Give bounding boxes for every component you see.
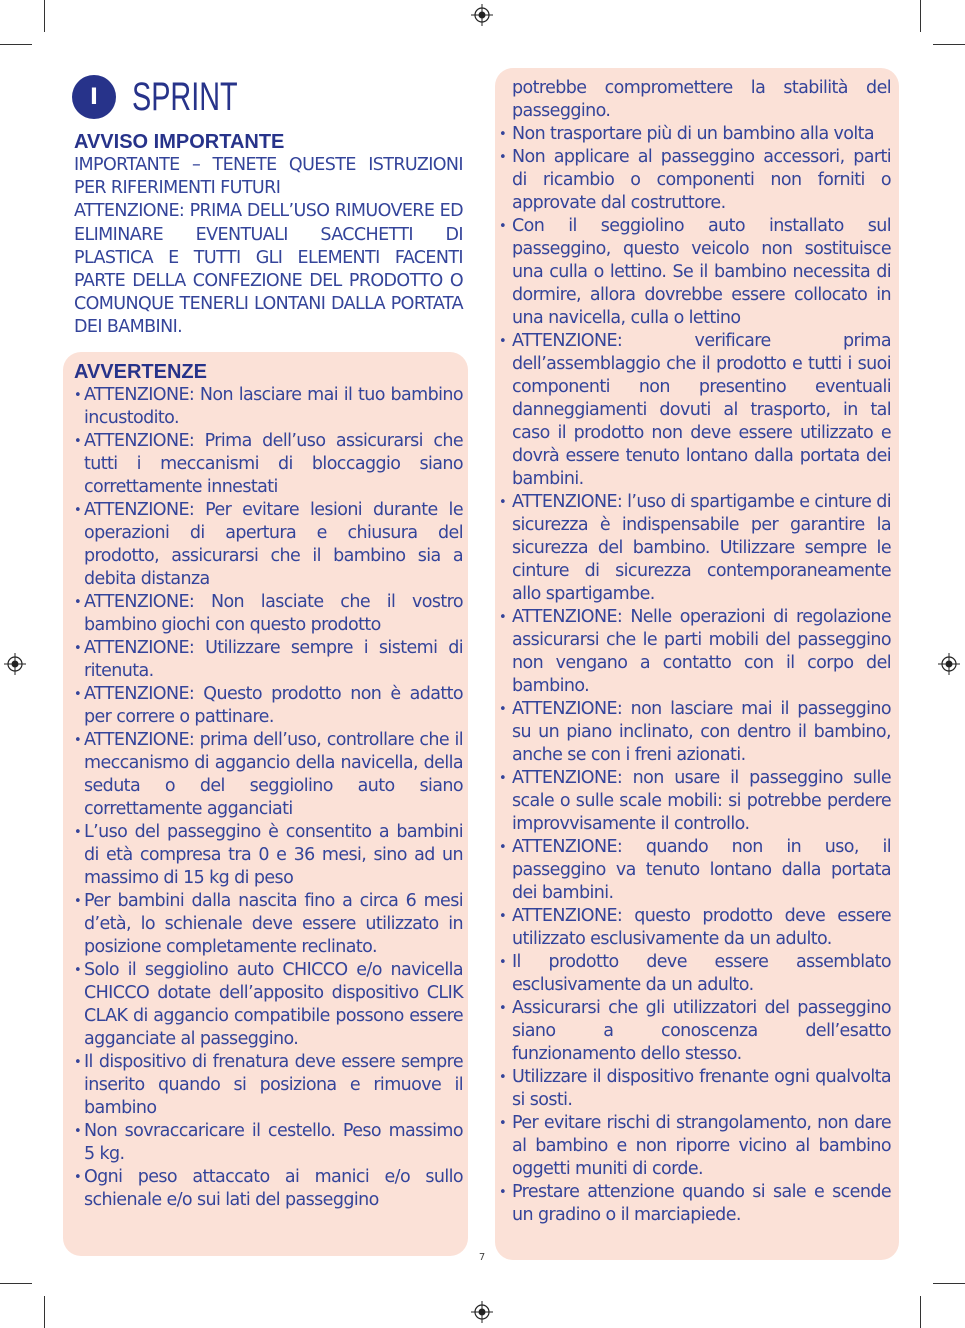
crop-mark xyxy=(933,1283,965,1284)
warning-item: • ATTENZIONE: Nelle operazioni di regolazione assicurarsi che le parti mobili del passeggino non vengano a contatto con il corpo del bambino. xyxy=(499,606,891,698)
warning-item: • ATTENZIONE: Per evitare lesioni durante le operazioni di apertura e chiusura del prodotto, assicurarsi che il bambino sia a debita distanza xyxy=(74,499,463,591)
warnings-panel-left xyxy=(63,352,468,1256)
language-badge: I xyxy=(72,75,116,119)
warning-item: • Per bambini dalla nascita fino a circa 6 mesi d’età, lo schienale deve essere utilizzato in posizione completamente reclinato. xyxy=(74,890,463,959)
warning-item: • Per evitare rischi di strangolamento, non dare al bambino e non riporre vicino al bambino oggetti muniti di corde. xyxy=(499,1112,891,1181)
product-title: SPRINT xyxy=(132,74,238,119)
important-notice-paragraph: ATTENZIONE: PRIMA DELL’USO RIMUOVERE ED ELIMINARE EVENTUALI SACCHETTI DI PLASTICA E TUTTI GLI ELEMENTI FACENTI PARTE DELLA CONFEZIONE DEL PRODOTTO O COMUNQUE TENERLI LONTANI DALLA PORTATA DEI BAMBINI. xyxy=(74,201,463,338)
crop-mark xyxy=(44,0,45,32)
warning-item: • Il prodotto deve essere assemblato esclusivamente da un adulto. xyxy=(499,951,891,997)
warning-item: • ATTENZIONE: Prima dell’uso assicurarsi che tutti i meccanismi di bloccaggio siano correttamente innestati xyxy=(74,430,463,499)
warnings-panel-right xyxy=(495,68,899,1260)
warning-item: • ATTENZIONE: Utilizzare sempre i sistemi di ritenuta. xyxy=(74,637,463,683)
warning-item: • Non trasportare più di un bambino alla volta xyxy=(499,123,891,146)
warnings-list-left xyxy=(74,384,463,1212)
registration-mark-icon xyxy=(938,653,960,675)
page-header xyxy=(72,74,279,120)
registration-mark-icon xyxy=(471,1301,493,1323)
warning-item: • Non applicare al passeggino accessori, parti di ricambio o componenti non forniti o approvate dal costruttore. xyxy=(499,146,891,215)
warning-item: • ATTENZIONE: non lasciare mai il passeggino su un piano inclinato, con dentro il bambino, anche se con i freni azionati. xyxy=(499,698,891,767)
warnings-title: AVVERTENZE xyxy=(74,361,207,383)
crop-mark xyxy=(0,1283,32,1284)
crop-mark xyxy=(920,0,921,32)
warning-item: • Prestare attenzione quando si sale e scende un gradino o il marciapiede. xyxy=(499,1181,891,1227)
warning-item: • ATTENZIONE: Non lasciare mai il tuo bambino incustodito. xyxy=(74,384,463,430)
registration-mark-icon xyxy=(471,4,493,26)
crop-mark xyxy=(933,44,965,45)
registration-mark-icon xyxy=(4,653,26,675)
warning-item: • Non sovraccaricare il cestello. Peso massimo 5 kg. xyxy=(74,1120,463,1166)
warning-item: • L’uso del passeggino è consentito a bambini di età compresa tra 0 e 36 mesi, sino ad un massimo di 15 kg di peso xyxy=(74,821,463,890)
page-number: 7 xyxy=(478,1252,486,1263)
warning-item: • ATTENZIONE: Questo prodotto non è adatto per correre o pattinare. xyxy=(74,683,463,729)
warning-item-continuation: potrebbe compromettere la stabilità del passeggino. xyxy=(512,78,891,121)
crop-mark xyxy=(44,1296,45,1328)
warnings-list-right xyxy=(499,77,891,1227)
warning-item: • ATTENZIONE: quando non in uso, il passeggino va tenuto lontano dalla portata dei bambini. xyxy=(499,836,891,905)
warning-item: • ATTENZIONE: verificare prima dell’assemblaggio che il prodotto e tutti i suoi componenti non presentino eventuali danneggiamenti dovuti al trasporto, in tal caso il prodotto non deve essere utilizzato e dovrà essere tenuto lontano dalla portata dei bambini. xyxy=(499,330,891,491)
warning-item: • ATTENZIONE: l’uso di spartigambe e cinture di sicurezza è indispensabile per garantire la sicurezza del bambino. Utilizzare sempre le cinture di sicurezza contemporaneamente allo spartigambe. xyxy=(499,491,891,606)
warning-item: • Il dispositivo di frenatura deve essere sempre inserito quando si posiziona e rimuove il bambino xyxy=(74,1051,463,1120)
warning-item: • Solo il seggiolino auto CHICCO e/o navicella CHICCO dotate dell’apposito dispositivo CLIK CLAK di aggancio compatibile possono essere agganciate al passeggino. xyxy=(74,959,463,1051)
warning-item: • Ogni peso attaccato ai manici e/o sullo schienale e/o sui lati del passeggino xyxy=(74,1166,463,1212)
warning-item: • Con il seggiolino auto installato sul passeggino, questo veicolo non sostituisce una culla o lettino. Se il bambino necessita di dormire, allora dovrebbe essere collocato in una navicella, culla o lettino xyxy=(499,215,891,330)
important-notice xyxy=(74,130,463,340)
important-notice-paragraph: IMPORTANTE – TENETE QUESTE ISTRUZIONI PER RIFERIMENTI FUTURI xyxy=(74,155,463,199)
warning-item: • Utilizzare il dispositivo frenante ogni qualvolta si sosti. xyxy=(499,1066,891,1112)
warning-item: • ATTENZIONE: non usare il passeggino sulle scale o sulle scale mobili: si potrebbe perdere improvvisamente il controllo. xyxy=(499,767,891,836)
important-notice-title: AVVISO IMPORTANTE xyxy=(74,131,285,153)
warning-item: • ATTENZIONE: prima dell’uso, controllare che il meccanismo di aggancio della navicella, della seduta o del seggiolino auto siano correttamente agganciati xyxy=(74,729,463,821)
warning-item: • Assicurarsi che gli utilizzatori del passeggino siano a conoscenza dell’esatto funzionamento dello stesso. xyxy=(499,997,891,1066)
crop-mark xyxy=(0,44,32,45)
crop-mark xyxy=(920,1296,921,1328)
warning-item: • ATTENZIONE: questo prodotto deve essere utilizzato esclusivamente da un adulto. xyxy=(499,905,891,951)
warning-item: • ATTENZIONE: Non lasciate che il vostro bambino giochi con questo prodotto xyxy=(74,591,463,637)
